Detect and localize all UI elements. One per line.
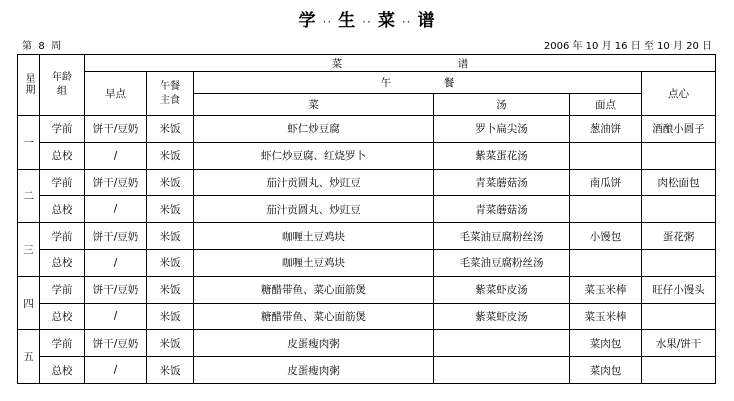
snack-cell bbox=[642, 357, 716, 384]
pastry-cell bbox=[570, 142, 642, 169]
breakfast-header: 早点 bbox=[85, 72, 147, 116]
staple-cell: 米饭 bbox=[147, 142, 194, 169]
dish-cell: 皮蛋瘦肉粥 bbox=[194, 330, 434, 357]
snack-cell: 蛋花粥 bbox=[642, 223, 716, 250]
pastry-cell: 菜玉米棒 bbox=[570, 276, 642, 303]
day-cell: 二 bbox=[18, 169, 40, 223]
table-row bbox=[18, 196, 716, 223]
staple-cell: 米饭 bbox=[147, 249, 194, 276]
week-prefix: 第 bbox=[22, 41, 32, 52]
breakfast-cell: / bbox=[85, 249, 147, 276]
breakfast-cell: 饼干/豆奶 bbox=[85, 116, 147, 143]
group-cell: 学前 bbox=[40, 169, 85, 196]
soup-cell bbox=[434, 357, 570, 384]
breakfast-cell: 饼干/豆奶 bbox=[85, 330, 147, 357]
day-header: 星期 bbox=[18, 55, 40, 116]
group-cell: 总校 bbox=[40, 303, 85, 330]
caipu-header: 菜 谱 bbox=[85, 55, 716, 72]
breakfast-cell: / bbox=[85, 357, 147, 384]
staple-cell: 米饭 bbox=[147, 330, 194, 357]
snack-header: 点心 bbox=[642, 72, 716, 116]
breakfast-cell: 饼干/豆奶 bbox=[85, 169, 147, 196]
table-row bbox=[18, 357, 716, 384]
table-row bbox=[18, 169, 716, 196]
day-cell: 一 bbox=[18, 116, 40, 170]
group-cell: 学前 bbox=[40, 223, 85, 250]
snack-cell bbox=[642, 303, 716, 330]
group-cell: 总校 bbox=[40, 249, 85, 276]
title-char: 学 bbox=[298, 11, 317, 31]
breakfast-cell: 饼干/豆奶 bbox=[85, 276, 147, 303]
table-row bbox=[18, 116, 716, 143]
soup-cell bbox=[434, 330, 570, 357]
dish-cell: 茄汁贡圆丸、炒豇豆 bbox=[194, 169, 434, 196]
soup-header: 汤 bbox=[434, 94, 570, 116]
breakfast-cell: / bbox=[85, 142, 147, 169]
soup-cell: 紫菜虾皮汤 bbox=[434, 303, 570, 330]
dish-cell: 咖喱土豆鸡块 bbox=[194, 249, 434, 276]
soup-cell: 青菜蘑菇汤 bbox=[434, 196, 570, 223]
group-cell: 总校 bbox=[40, 196, 85, 223]
dish-header: 菜 bbox=[194, 94, 434, 116]
soup-cell: 毛菜油豆腐粉丝汤 bbox=[434, 223, 570, 250]
week-number: 8 bbox=[38, 41, 45, 52]
title-separator: ·· bbox=[322, 15, 333, 29]
dish-cell: 皮蛋瘦肉粥 bbox=[194, 357, 434, 384]
pastry-cell bbox=[570, 196, 642, 223]
snack-cell: 旺仔小馒头 bbox=[642, 276, 716, 303]
table-row bbox=[18, 223, 716, 250]
grade-header: 年龄组 bbox=[40, 55, 85, 116]
group-cell: 总校 bbox=[40, 142, 85, 169]
group-cell: 总校 bbox=[40, 357, 85, 384]
breakfast-cell: / bbox=[85, 196, 147, 223]
lunch-staple-header: 午餐主食 bbox=[147, 72, 194, 116]
day-cell: 五 bbox=[18, 330, 40, 384]
soup-cell: 罗卜扁尖汤 bbox=[434, 116, 570, 143]
breakfast-cell: / bbox=[85, 303, 147, 330]
breakfast-cell: 饼干/豆奶 bbox=[85, 223, 147, 250]
pastry-cell bbox=[570, 249, 642, 276]
group-cell: 学前 bbox=[40, 116, 85, 143]
table-row bbox=[18, 303, 716, 330]
week-label bbox=[22, 37, 61, 52]
title-char: 谱 bbox=[417, 11, 436, 31]
lunch-header: 午 餐 bbox=[194, 72, 642, 94]
table-row bbox=[18, 276, 716, 303]
pastry-header: 面点 bbox=[570, 94, 642, 116]
staple-cell: 米饭 bbox=[147, 116, 194, 143]
table-row bbox=[18, 330, 716, 357]
pastry-cell: 菜肉包 bbox=[570, 330, 642, 357]
staple-cell: 米饭 bbox=[147, 169, 194, 196]
pastry-cell: 小馒包 bbox=[570, 223, 642, 250]
dish-cell: 咖喱土豆鸡块 bbox=[194, 223, 434, 250]
title-char: 生 bbox=[338, 11, 357, 31]
day-cell: 四 bbox=[18, 276, 40, 330]
table-row bbox=[18, 249, 716, 276]
page-title bbox=[0, 6, 734, 31]
soup-cell: 紫菜虾皮汤 bbox=[434, 276, 570, 303]
dish-cell: 糖醋带鱼、菜心面筋煲 bbox=[194, 276, 434, 303]
date-range: 2006 年 10 月 16 日 至 10 月 20 日 bbox=[543, 41, 712, 52]
pastry-cell: 菜肉包 bbox=[570, 357, 642, 384]
soup-cell: 青菜蘑菇汤 bbox=[434, 169, 570, 196]
title-char: 菜 bbox=[377, 11, 396, 31]
pastry-cell: 菜玉米棒 bbox=[570, 303, 642, 330]
week-suffix: 周 bbox=[51, 41, 62, 52]
snack-cell: 肉松面包 bbox=[642, 169, 716, 196]
pastry-cell: 南瓜饼 bbox=[570, 169, 642, 196]
dish-cell: 虾仁炒豆腐、红烧罗卜 bbox=[194, 142, 434, 169]
dish-cell: 茄汁贡圆丸、炒豇豆 bbox=[194, 196, 434, 223]
staple-cell: 米饭 bbox=[147, 196, 194, 223]
pastry-cell: 葱油饼 bbox=[570, 116, 642, 143]
table-row bbox=[18, 142, 716, 169]
dish-cell: 糖醋带鱼、菜心面筋煲 bbox=[194, 303, 434, 330]
staple-cell: 米饭 bbox=[147, 276, 194, 303]
dish-cell: 虾仁炒豆腐 bbox=[194, 116, 434, 143]
soup-cell: 紫菜蛋花汤 bbox=[434, 142, 570, 169]
snack-cell: 水果/饼干 bbox=[642, 330, 716, 357]
staple-cell: 米饭 bbox=[147, 223, 194, 250]
menu-table bbox=[17, 54, 716, 384]
snack-cell bbox=[642, 142, 716, 169]
snack-cell bbox=[642, 249, 716, 276]
snack-cell bbox=[642, 196, 716, 223]
day-cell: 三 bbox=[18, 223, 40, 277]
title-separator: ·· bbox=[401, 15, 412, 29]
group-cell: 学前 bbox=[40, 330, 85, 357]
staple-cell: 米饭 bbox=[147, 303, 194, 330]
soup-cell: 毛菜油豆腐粉丝汤 bbox=[434, 249, 570, 276]
staple-cell: 米饭 bbox=[147, 357, 194, 384]
snack-cell: 酒酿小圆子 bbox=[642, 116, 716, 143]
title-separator: ·· bbox=[362, 15, 372, 29]
group-cell: 学前 bbox=[40, 276, 85, 303]
